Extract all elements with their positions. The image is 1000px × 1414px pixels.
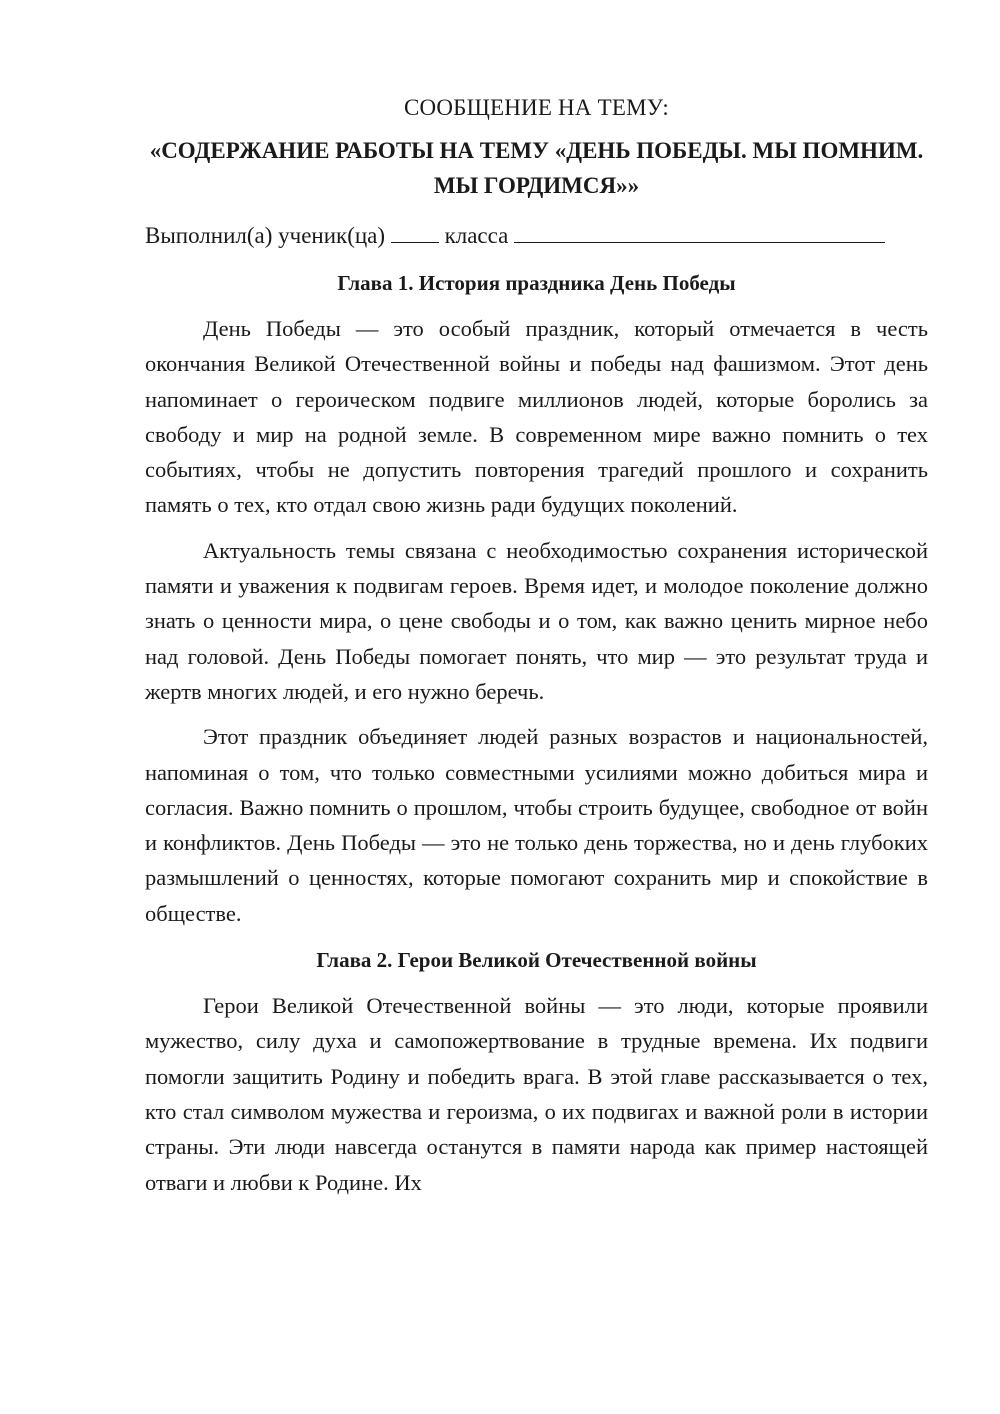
class-blank — [391, 222, 439, 243]
name-blank — [514, 222, 885, 243]
chapter-2-heading: Глава 2. Герои Великой Отечественной войны — [316, 948, 757, 973]
student-line — [145, 218, 928, 253]
document-title: «СОДЕРЖАНИЕ РАБОТЫ НА ТЕМУ «ДЕНЬ ПОБЕДЫ. МЫ ПОМНИМ. МЫ ГОРДИМСЯ»» — [149, 138, 924, 198]
subject-line: СООБЩЕНИЕ НА ТЕМУ: — [404, 95, 669, 120]
chapter-1-paragraph: Актуальность темы связана с необходимостью сохранения исторической памяти и уважения к подвигам героев. Время идет, и молодое поколение должно знать о ценности мира, о цене свободы и о том, как важно ценить мирное небо над головой. День Победы помогает понять, что мир — это результат труда и жертв многих людей, и его нужно беречь. — [145, 537, 928, 704]
chapter-1-paragraph: День Победы — это особый праздник, который отмечается в честь окончания Великой Отечественной войны и победы над фашизмом. Этот день напоминает о героическом подвиге миллионов людей, которые боролись за свободу и мир на родной земле. В современном мире важно помнить о тех событиях, чтобы не допустить повторения трагедий прошлого и сохранить память о тех, кто отдал свою жизнь ради будущих поколений. — [145, 316, 928, 518]
document-content — [145, 90, 928, 1210]
chapter-1-paragraph: Этот праздник объединяет людей разных возрастов и национальностей, напоминая о том, что только совместными усилиями можно добиться мира и согласия. Важно помнить о прошлом, чтобы строить будущее, свободное от войн и конфликтов. День Победы — это не только день торжества, но и день глубоких размышлений о ценностях, которые помогают сохранить мир и спокойствие в обществе. — [145, 724, 928, 926]
student-prefix: Выполнил(а) ученик(ца) — [145, 223, 386, 248]
chapter-2-paragraph: Герои Великой Отечественной войны — это люди, которые проявили мужество, силу духа и самопожертвование в трудные времена. Их подвиги помогли защитить Родину и победить врага. В этой главе рассказывается о тех, кто стал символом мужества и героизма, о их подвигах и важной роли в истории страны. Эти люди навсегда останутся в памяти народа как пример настоящей отваги и любви к Родине. Их — [145, 993, 928, 1195]
student-class-word: класса — [444, 223, 509, 248]
chapter-1-heading: Глава 1. История праздника День Победы — [337, 271, 736, 295]
